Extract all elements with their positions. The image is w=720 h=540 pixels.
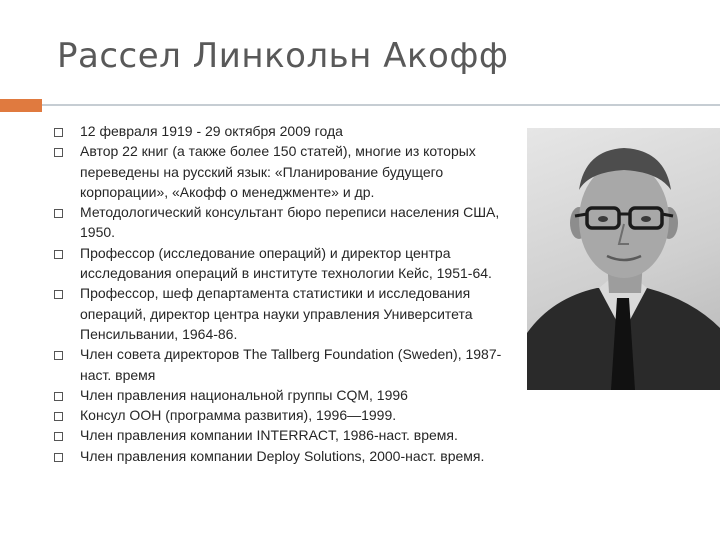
list-item <box>52 344 530 385</box>
bullet-list <box>52 121 530 466</box>
list-item <box>52 121 530 141</box>
list-item <box>52 405 530 425</box>
bullet-text: Член правления национальной группы CQM, 1996 <box>80 386 408 403</box>
list-item <box>52 385 530 405</box>
title-accent-block <box>0 99 42 112</box>
bullet-text: Методологический консультант бюро переписи населения США, 1950. <box>80 204 500 241</box>
list-item <box>52 202 530 243</box>
bullet-text: Профессор (исследование операций) и директор центра исследования операций в институте технологии Кейс, 1951-64. <box>80 244 492 282</box>
list-item <box>52 141 530 202</box>
bullet-text: Автор 22 книг (а также более 150 статей), многие из которых переведены на русский язык: «Планирование будущего корпорации», «Акофф о менеджменте» и др. <box>80 143 476 200</box>
square-bullet-icon <box>54 209 63 218</box>
portrait-illustration <box>527 128 720 390</box>
square-bullet-icon <box>54 128 63 137</box>
list-item <box>52 446 530 466</box>
square-bullet-icon <box>54 148 63 157</box>
square-bullet-icon <box>54 392 63 401</box>
list-item <box>52 243 530 284</box>
square-bullet-icon <box>54 351 63 360</box>
square-bullet-icon <box>54 453 63 462</box>
square-bullet-icon <box>54 412 63 421</box>
slide-title: Рассел Линкольн Акофф <box>57 36 509 76</box>
list-item <box>52 283 530 344</box>
square-bullet-icon <box>54 250 63 259</box>
list-item <box>52 425 530 445</box>
square-bullet-icon <box>54 432 63 441</box>
bullet-text: Консул ООН (программа развития), 1996—1999. <box>80 407 397 424</box>
bullet-text: Профессор, шеф департамента статистики и исследования операций, директор центра науки управления Университета Пенсильвании, 1964-86. <box>80 285 473 342</box>
portrait-photo <box>527 128 720 390</box>
bullet-text: 12 февраля 1919 - 29 октября 2009 года <box>80 123 343 139</box>
bullet-text: Член правления компании INTERRACT, 1986-наст. время. <box>80 427 458 444</box>
square-bullet-icon <box>54 290 63 299</box>
title-divider <box>42 104 720 106</box>
bullet-text: Член правления компании Deploy Solutions, 2000-наст. время. <box>80 447 485 464</box>
bullet-text: Член совета директоров The Tallberg Foundation (Sweden), 1987-наст. время <box>80 346 502 383</box>
